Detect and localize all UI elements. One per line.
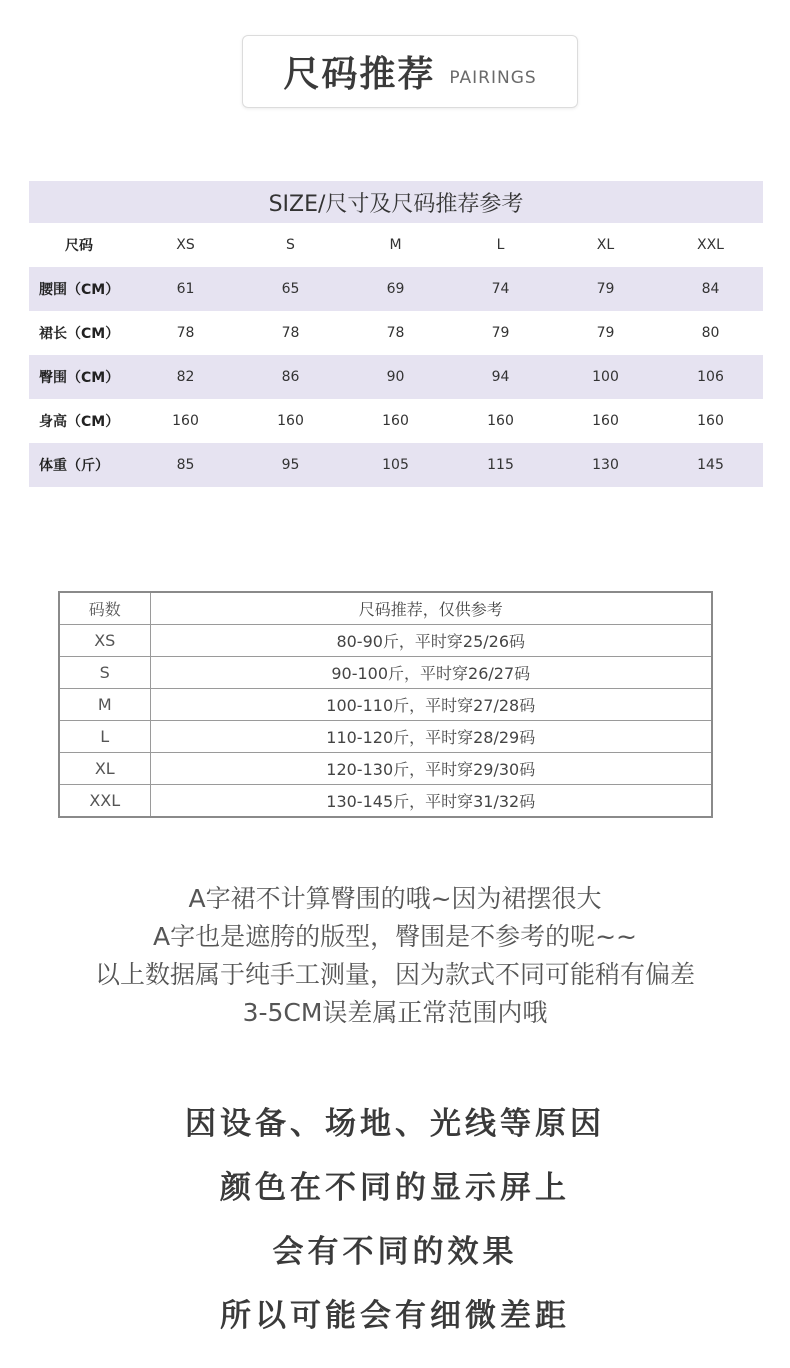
recommend-size: XS — [59, 625, 150, 657]
recommend-size: XL — [59, 753, 150, 785]
header-subtitle: PAIRINGS — [449, 67, 537, 88]
table-row — [29, 267, 763, 311]
table-cell: 61 — [133, 267, 238, 311]
table-cell: 74 — [448, 267, 553, 311]
disclaimer-line: 所以可能会有细微差距 — [220, 1298, 570, 1334]
table-cell: 115 — [448, 443, 553, 487]
disclaimer-line: 会有不同的效果 — [272, 1234, 518, 1270]
table-cell: 160 — [697, 413, 724, 429]
row-label: 臀围（CM） — [29, 355, 133, 399]
table-cell: 94 — [448, 355, 553, 399]
size-table-caption: SIZE/尺寸及尺码推荐参考 — [29, 181, 763, 223]
note-line: 以上数据属于纯手工测量，因为款式不同可能稍有偏差 — [94, 960, 695, 989]
table-cell: 100 — [553, 355, 658, 399]
header-title: 尺码推荐 — [283, 54, 436, 95]
size-col-header: XXL — [697, 237, 724, 253]
table-row — [29, 311, 763, 355]
table-row — [59, 657, 712, 689]
table-row — [29, 399, 763, 443]
recommend-col2-header: 尺码推荐，仅供参考 — [150, 592, 712, 625]
size-col-header: S — [286, 237, 295, 253]
recommend-size: XXL — [59, 785, 150, 818]
size-col-header: XL — [596, 237, 615, 253]
table-cell: 145 — [658, 443, 763, 487]
recommend-size: S — [59, 657, 150, 689]
size-col-header: L — [496, 237, 505, 253]
row-label: 裙长（CM） — [39, 326, 120, 342]
recommend-text: 120-130斤，平时穿29/30码 — [150, 753, 712, 785]
table-row — [59, 753, 712, 785]
recommend-text: 100-110斤，平时穿27/28码 — [150, 689, 712, 721]
disclaimer-line: 颜色在不同的显示屏上 — [220, 1170, 570, 1206]
table-row — [59, 689, 712, 721]
table-cell: 160 — [277, 413, 304, 429]
table-cell: 79 — [553, 267, 658, 311]
recommend-table — [58, 591, 713, 818]
table-cell: 105 — [343, 443, 448, 487]
table-cell: 79 — [596, 325, 615, 341]
note-line: A字也是遮胯的版型，臀围是不参考的呢~~ — [153, 922, 637, 951]
section-header — [242, 35, 578, 108]
table-row — [29, 355, 763, 399]
notes-block — [0, 880, 790, 1032]
table-cell: 69 — [343, 267, 448, 311]
table-cell: 82 — [133, 355, 238, 399]
table-row — [59, 785, 712, 818]
disclaimer-line: 因设备、场地、光线等原因 — [185, 1106, 605, 1142]
recommend-size: M — [59, 689, 150, 721]
table-cell: 78 — [386, 325, 405, 341]
table-cell: 78 — [281, 325, 300, 341]
table-cell: 160 — [382, 413, 409, 429]
size-header-row — [29, 223, 763, 267]
table-cell: 106 — [658, 355, 763, 399]
table-row — [29, 443, 763, 487]
table-cell: 95 — [238, 443, 343, 487]
note-line: 3-5CM误差属正常范围内哦 — [242, 998, 548, 1027]
size-header-label: 尺码 — [65, 238, 93, 254]
table-cell: 85 — [133, 443, 238, 487]
table-cell: 160 — [172, 413, 199, 429]
size-col-header: M — [389, 237, 402, 253]
table-cell: 90 — [343, 355, 448, 399]
table-cell: 78 — [176, 325, 195, 341]
row-label: 腰围（CM） — [29, 267, 133, 311]
table-row — [59, 625, 712, 657]
row-label: 体重（斤） — [29, 443, 133, 487]
recommend-text: 110-120斤，平时穿28/29码 — [150, 721, 712, 753]
table-cell: 160 — [592, 413, 619, 429]
table-cell: 65 — [238, 267, 343, 311]
recommend-header-row — [59, 592, 712, 625]
recommend-text: 130-145斤，平时穿31/32码 — [150, 785, 712, 818]
table-cell: 86 — [238, 355, 343, 399]
table-cell: 80 — [701, 325, 720, 341]
recommend-col1-header: 码数 — [59, 592, 150, 625]
recommend-text: 80-90斤，平时穿25/26码 — [150, 625, 712, 657]
table-cell: 160 — [487, 413, 514, 429]
disclaimer-block — [0, 1092, 790, 1348]
recommend-text: 90-100斤，平时穿26/27码 — [150, 657, 712, 689]
size-table — [29, 181, 763, 487]
note-line: A字裙不计算臀围的哦~因为裙摆很大 — [188, 884, 602, 913]
table-row — [59, 721, 712, 753]
row-label: 身高（CM） — [39, 414, 120, 430]
table-cell: 84 — [658, 267, 763, 311]
table-cell: 79 — [491, 325, 510, 341]
size-col-header: XS — [176, 237, 195, 253]
recommend-size: L — [59, 721, 150, 753]
table-cell: 130 — [553, 443, 658, 487]
